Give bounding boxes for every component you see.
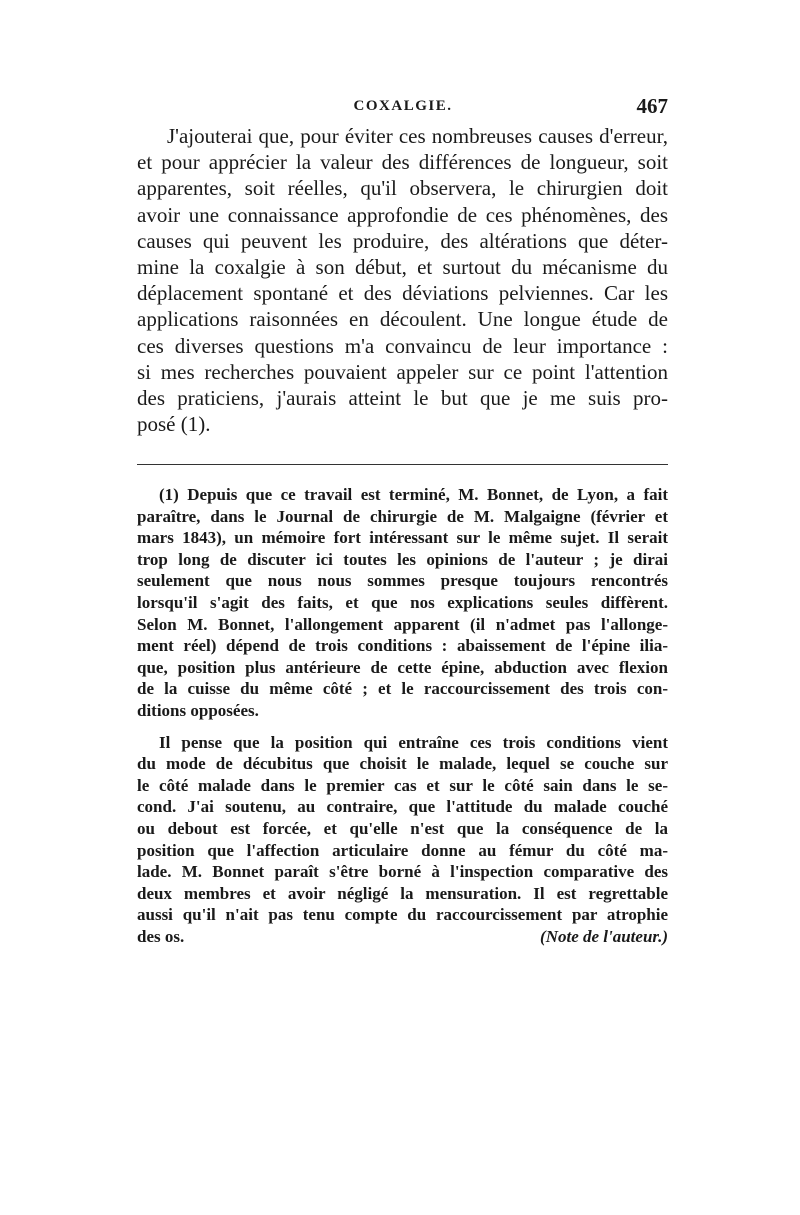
body-line: causes qui peuvent les produire, des altérations que déter- <box>137 228 668 253</box>
body-line: J'ajouterai que, pour éviter ces nombreuses causes d'erreur, <box>167 124 668 148</box>
footnote-line: cond. J'ai soutenu, au contraire, que l'attitude du malade couché <box>137 797 668 817</box>
main-paragraph <box>137 123 668 437</box>
footnote-line: lade. M. Bonnet paraît s'être borné à l'inspection comparative des <box>137 862 668 882</box>
footnote <box>137 484 668 947</box>
footnote-line: ment réel) dépend de trois conditions : abaissement de l'épine ilia- <box>137 636 668 656</box>
body-line: applications raisonnées en découlent. Une longue étude de <box>137 307 668 332</box>
footnote-line: que, position plus antérieure de cette épine, abduction avec flexion <box>137 657 668 677</box>
footnote-line: du mode de décubitus que choisit le malade, lequel se couche sur <box>137 754 668 774</box>
footnote-line: (1) Depuis que ce travail est terminé, M. Bonnet, de Lyon, a fait <box>159 485 668 504</box>
footnote-line: le côté malade dans le premier cas et sur le côté sain dans le se- <box>137 775 668 795</box>
body-line: si mes recherches pouvaient appeler sur ce point l'attention <box>137 359 668 384</box>
footnote-line: de la cuisse du même côté ; et le raccourcissement des trois con- <box>137 679 668 699</box>
body-line: ces diverses questions m'a convaincu de leur importance : <box>137 333 668 358</box>
footnote-line: trop long de discuter ici toutes les opinions de l'auteur ; je dirai <box>137 549 668 569</box>
running-head <box>138 94 668 122</box>
footnote-line: seulement que nous nous sommes presque toujours rencontrés <box>137 571 668 591</box>
footnote-line: lorsqu'il s'agit des faits, et que nos explications seules diffèrent. <box>137 592 668 612</box>
footnote-line: paraître, dans le Journal de chirurgie de M. Malgaigne (février et <box>137 506 668 526</box>
author-note-attribution: (Note de l'auteur.) <box>540 926 668 946</box>
body-line: déplacement spontané et des déviations pelviennes. Car les <box>137 281 668 306</box>
running-title: COXALGIE. <box>353 98 453 114</box>
body-line: apparentes, soit réelles, qu'il observera, le chirurgien doit <box>137 176 668 201</box>
body-line: posé (1). <box>137 412 211 437</box>
footnote-line: ou debout est forcée, et qu'elle n'est que la conséquence de la <box>137 818 668 838</box>
footnote-line: mars 1843), un mémoire fort intéressant sur le même sujet. Il serait <box>137 528 668 548</box>
footnote-separator-rule <box>137 464 668 465</box>
footnote-line: position que l'affection articulaire donne au fémur du côté ma- <box>137 840 668 860</box>
body-line: des praticiens, j'aurais atteint le but que je me suis pro- <box>137 386 668 411</box>
page-number: 467 <box>636 94 668 118</box>
body-line: et pour apprécier la valeur des différences de longueur, soit <box>137 150 668 175</box>
footnote-line: ditions opposées. <box>137 700 259 720</box>
body-line: mine la coxalgie à son début, et surtout du mécanisme du <box>137 255 668 280</box>
body-line: avoir une connaissance approfondie de ces phénomènes, des <box>137 202 668 227</box>
footnote-line: aussi qu'il n'ait pas tenu compte du raccourcissement par atrophie <box>137 905 668 925</box>
footnote-line: Il pense que la position qui entraîne ces trois conditions vient <box>159 732 668 752</box>
footnote-line: deux membres et avoir négligé la mensuration. Il est regrettable <box>137 883 668 903</box>
footnote-final-line <box>137 926 668 948</box>
footnote-last-words: des os. <box>137 926 185 946</box>
footnote-line: Selon M. Bonnet, l'allongement apparent (il n'admet pas l'allonge- <box>137 614 668 634</box>
